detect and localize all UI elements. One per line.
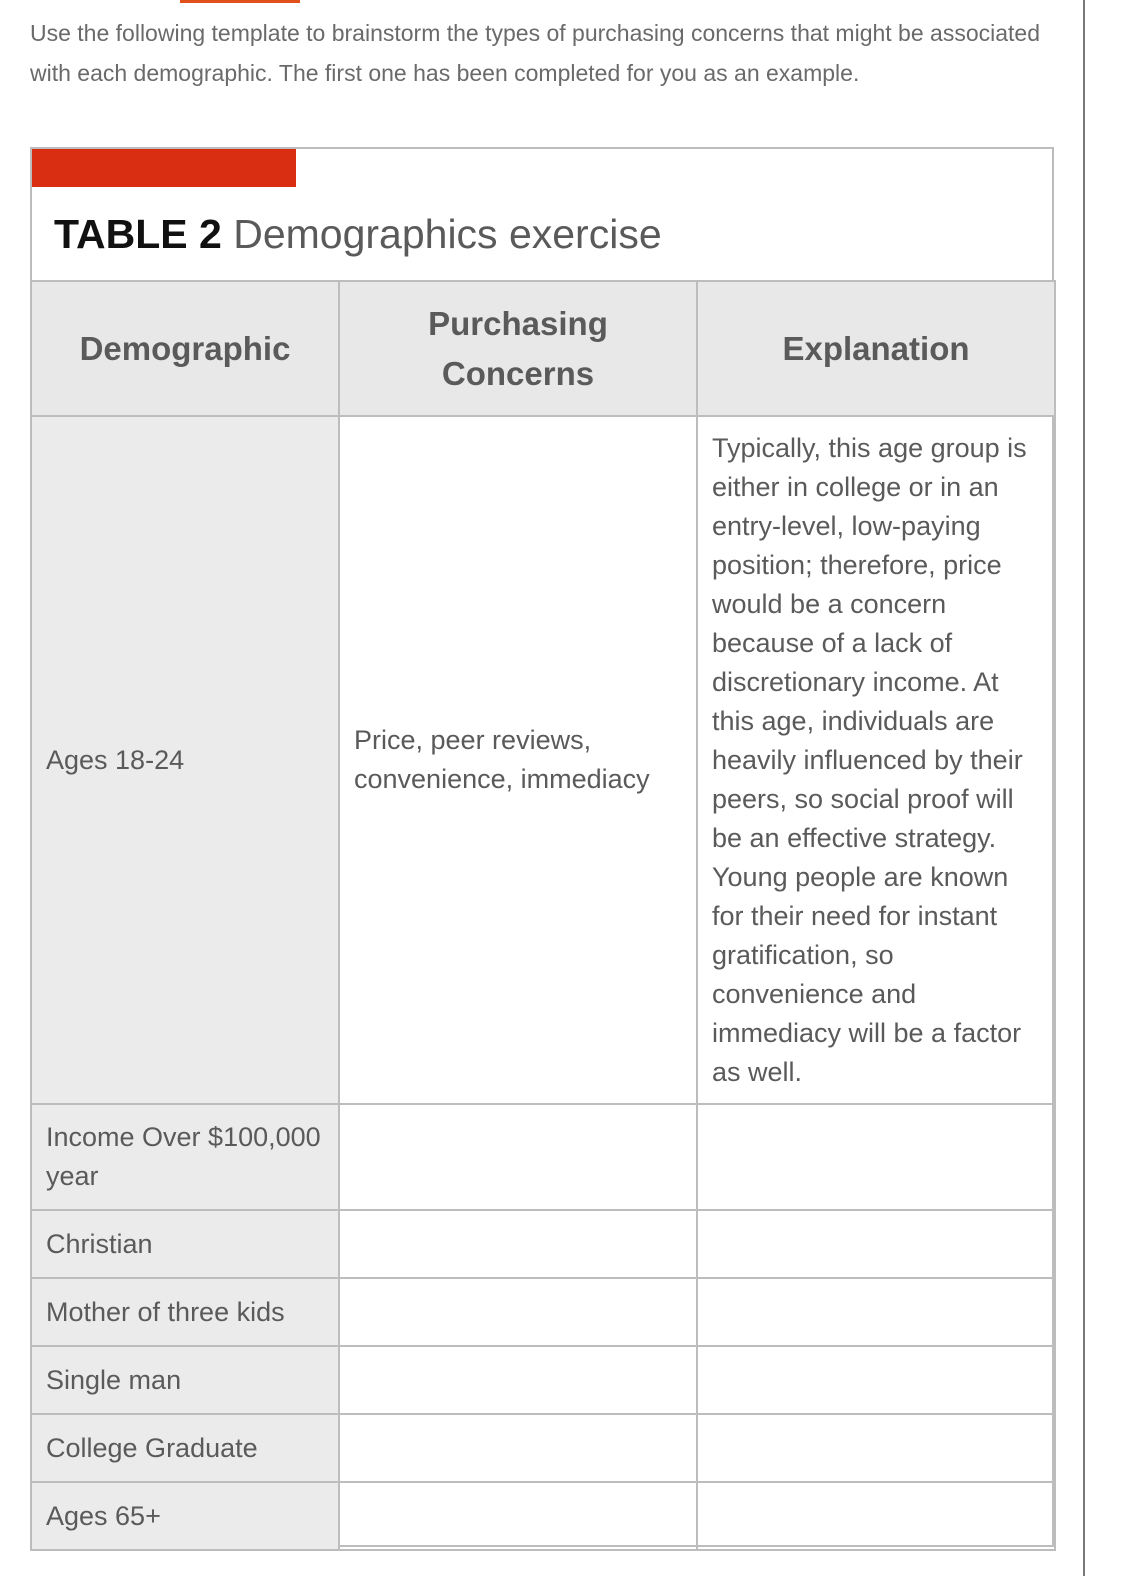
header-purchasing-concerns: Purchasing Concerns <box>339 281 697 416</box>
page-border <box>1083 0 1085 1576</box>
table-row <box>31 1210 1055 1278</box>
concerns-cell[interactable] <box>339 1278 697 1346</box>
demographic-cell: Single man <box>31 1346 339 1414</box>
explanation-cell[interactable]: Typically, this age group is either in college or in an entry-level, low-paying position; therefore, price would be a concern because of a lack of discretionary income. At this age, individuals are heavily influenced by their peers, so social proof will be an effective strategy. Young people are known for their need for instant gratification, so convenience and immediacy will be a factor as well. <box>697 416 1055 1104</box>
table-caption-title: Demographics exercise <box>233 211 662 257</box>
heading-underline-fragment <box>180 0 300 3</box>
demographic-cell: College Graduate <box>31 1414 339 1482</box>
explanation-cell[interactable] <box>697 1210 1055 1278</box>
demographic-cell: Income Over $100,000 year <box>31 1104 339 1210</box>
explanation-cell[interactable] <box>697 1104 1055 1210</box>
demographic-cell: Mother of three kids <box>31 1278 339 1346</box>
explanation-cell[interactable] <box>697 1414 1055 1482</box>
table-header-row <box>31 281 1055 416</box>
concerns-cell[interactable] <box>339 1346 697 1414</box>
concerns-cell[interactable] <box>339 1414 697 1482</box>
concerns-cell[interactable] <box>339 1482 697 1550</box>
table-row <box>31 416 1055 1104</box>
table-row <box>31 1346 1055 1414</box>
header-demographic: Demographic <box>31 281 339 416</box>
explanation-cell[interactable] <box>697 1482 1055 1550</box>
concerns-cell[interactable] <box>339 1210 697 1278</box>
header-explanation: Explanation <box>697 281 1055 416</box>
demographic-cell: Christian <box>31 1210 339 1278</box>
demographic-cell: Ages 18-24 <box>31 416 339 1104</box>
table-container <box>30 147 1054 1547</box>
demographics-table <box>30 280 1056 1551</box>
concerns-cell[interactable] <box>339 1104 697 1210</box>
explanation-cell[interactable] <box>697 1346 1055 1414</box>
table-row <box>31 1278 1055 1346</box>
concerns-cell[interactable]: Price, peer reviews, convenience, immediacy <box>339 416 697 1104</box>
table-row <box>31 1414 1055 1482</box>
table-caption-label: TABLE 2 <box>54 211 222 257</box>
intro-paragraph: Use the following template to brainstorm the types of purchasing concerns that might be associated with each demographic. The first one has been completed for you as an example. <box>30 20 1040 86</box>
table-row <box>31 1482 1055 1550</box>
table-row <box>31 1104 1055 1210</box>
accent-bar <box>32 149 296 187</box>
table-caption <box>54 209 662 259</box>
demographic-cell: Ages 65+ <box>31 1482 339 1550</box>
explanation-cell[interactable] <box>697 1278 1055 1346</box>
